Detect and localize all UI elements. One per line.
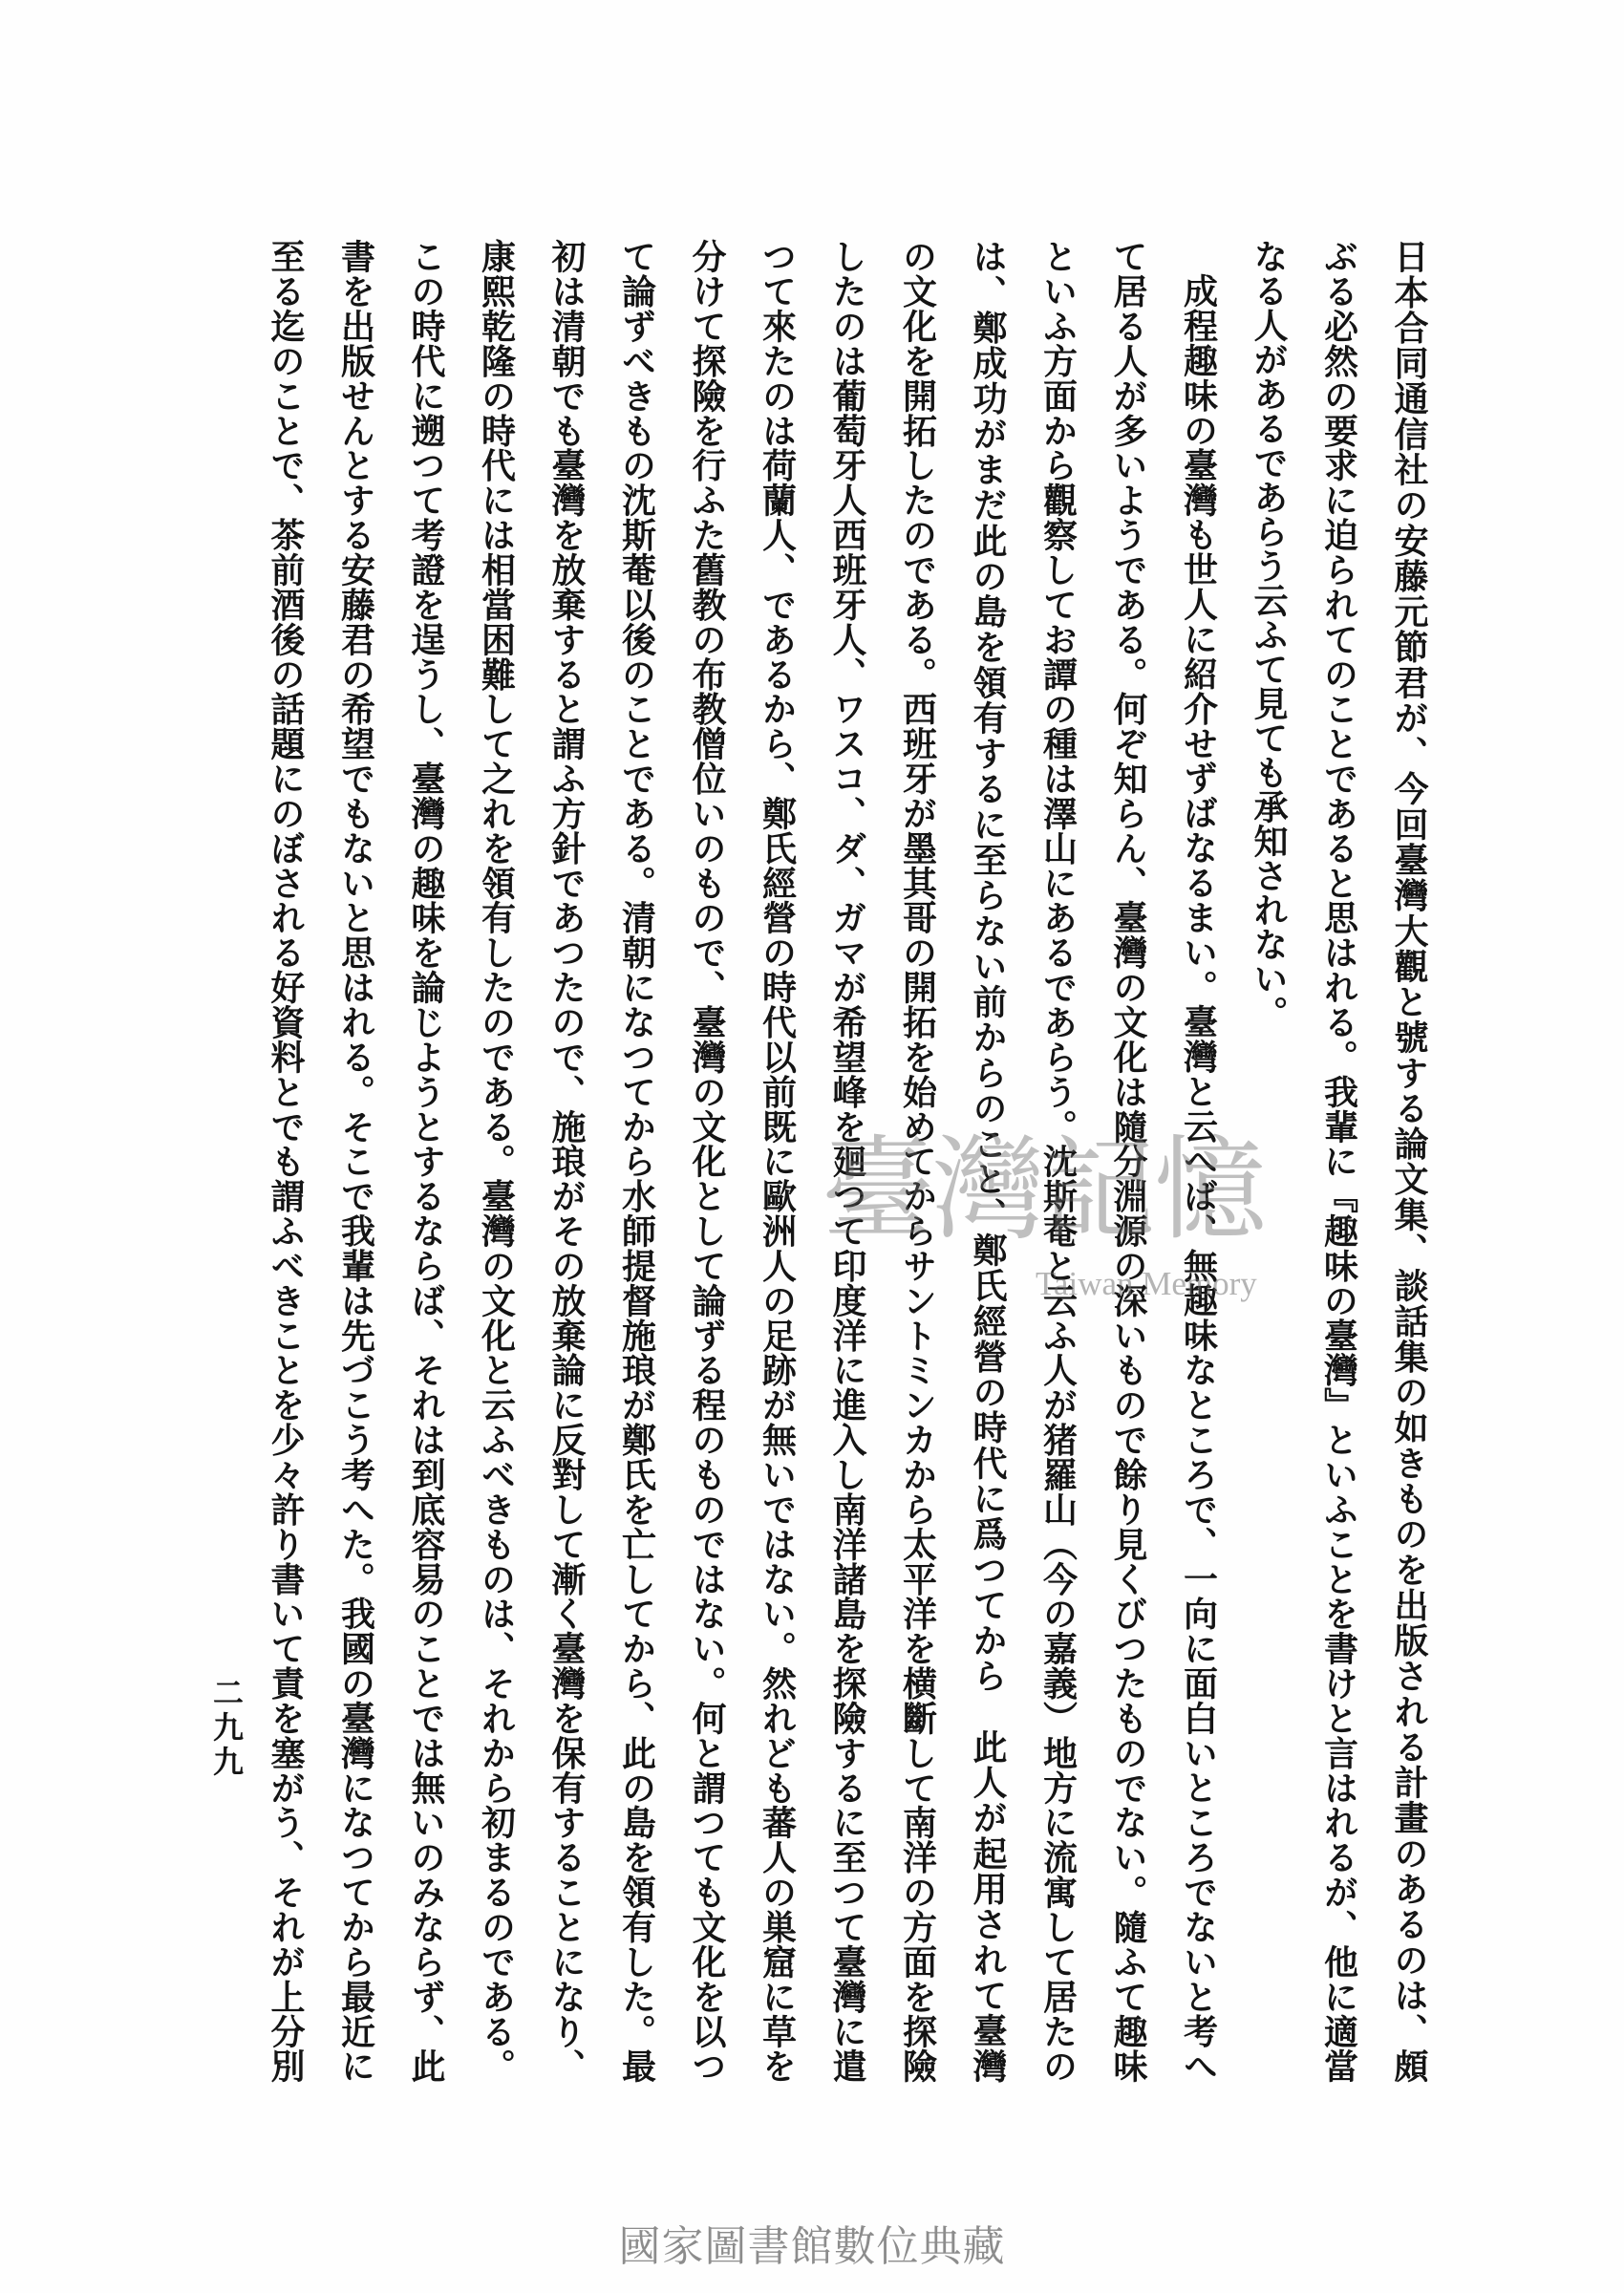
footer-watermark: 國家圖書館數位典藏 <box>618 2222 1006 2271</box>
text-column: この時代に遡つて考證を逞うし、臺灣の趣味を論じようとするならば、それは到底容易のことでは無いのみならず、此 <box>406 239 446 2083</box>
text-column: 書を出版せんとする安藤君の希望でもないと思はれる。そこで我輩は先づこう考へた。我國の臺灣になつてから最近に <box>335 239 376 2083</box>
text-column: 康熙乾隆の時代には相當困難して之れを領有したのである。臺灣の文化と云ふべきものは、それから初まるのである。 <box>476 239 517 2083</box>
text-column: 至る迄のことで、茶前酒後の話題にのぼされる好資料とでも謂ふべきことを少々許り書いて責を塞がう、それが上分別 <box>266 239 306 2083</box>
text-column: の文化を開拓したのである。西班牙が墨其哥の開拓を始めてからサントミンカから太平洋を横斷して南洋の方面を探險 <box>897 239 938 2084</box>
text-column: ぶる必然の要求に迫られてのことであると思はれる。我輩に『趣味の臺灣』といふことを書けと言はれるが、他に適當 <box>1318 239 1359 2084</box>
text-column: したのは葡萄牙人西班牙人、ワスコ、ダ、ガマが希望峰を廻つて印度洋に進入し南洋諸島を探險するに至つて臺灣に遣 <box>827 239 867 2084</box>
text-column: て居る人が多いようである。何ぞ知らん、臺灣の文化は隨分淵源の深いもので餘り見くびつたものでない。隨ふて趣味 <box>1108 239 1148 2084</box>
text-column: 日本合同通信社の安藤元節君が、今回臺灣大觀と號する論文集、談話集の如きものを出版される計畫のあるのは、頗 <box>1389 239 1429 2083</box>
text-column: 分けて探險を行ふた舊教の布教僧位いのもので、臺灣の文化として論ずる程のものではない。何と謂つても文化を以つ <box>687 239 727 2084</box>
text-column: は、鄭成功がまだ此の島を領有するに至らない前からのこと、鄭氏經營の時代に爲つてから 此人が起用されて臺灣 <box>968 239 1008 2083</box>
text-column: なる人があるであらう云ふて見ても承知されない。 <box>1249 239 1289 1030</box>
page-number: 二九九 <box>208 1677 245 1780</box>
watermark-logo: 臺灣記憶 <box>822 1124 1266 1255</box>
text-column: て論ずべきもの沈斯菴以後のことである。清朝になつてから水師提督施琅が鄭氏を亡してから、此の島を領有した。最 <box>616 239 657 2084</box>
text-column: といふ方面から觀察してお譚の種は澤山にあるであらう。沈斯菴と云ふ人が猪羅山（今の嘉義）地方に流寓して居たの <box>1037 239 1079 2084</box>
watermark-subtitle: Taiwan Memory <box>1036 1265 1257 1302</box>
text-column: 初は清朝でも臺灣を放棄すると謂ふ方針であつたので、施琅がその放棄論に反對して漸く臺灣を保有することになり、 <box>546 239 587 2084</box>
text-column: 成程趣味の臺灣も世人に紹介せずばなるまい。臺灣と云へば、無趣味なところで、一向に面白いところでないと考へ <box>1178 273 1219 2083</box>
text-column: つて來たのは荷蘭人、であるから、鄭氏經營の時代以前既に歐洲人の足跡が無いではない。然れども蕃人の巣窟に草を <box>757 239 798 2084</box>
